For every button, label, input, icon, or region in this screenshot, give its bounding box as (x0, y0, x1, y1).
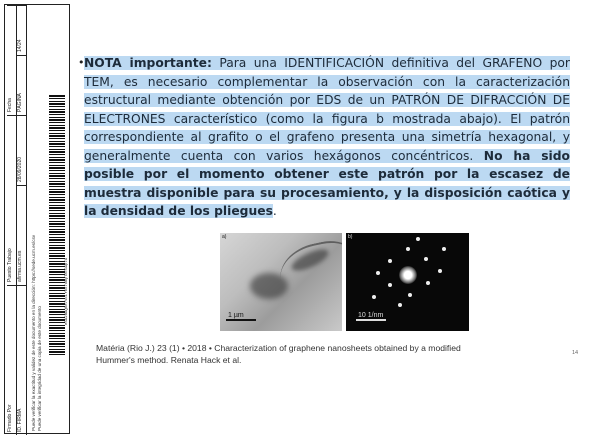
panel-b-label: b) (348, 234, 353, 240)
metadata-header-row (7, 5, 17, 435)
caption-line-2: Hummer's method. Renata Hack et al. (96, 355, 242, 365)
metadata-verification-text (31, 11, 43, 431)
diffraction-spot (398, 303, 402, 307)
diffraction-spot (406, 247, 410, 251)
caption-line-1: Matéria (Rio J.) 23 (1) • 2018 • Characterization of graphene nanosheets obtained by a modified (96, 343, 461, 353)
metadata-detail-1: Puede verificar la exactitud y validez de este documento en la dirección: https://sede.ucm.es/csv (31, 234, 36, 431)
panel-b-scale-label: 10 1/nm (358, 312, 384, 319)
diffraction-center-spot (399, 266, 417, 284)
slide-number: 14 (572, 350, 579, 356)
diffraction-spot (388, 259, 392, 263)
metadata-header-signed-by: Firmado Por (7, 285, 16, 435)
note-bold-tail: No ha sido posible por el momento obtener este patrón por la escasez de muestra disponible para su procesamiento, y la disposición caótica y la densidad de los pliegues (84, 148, 570, 218)
panel-a-scale-label: 1 µm (228, 312, 244, 319)
diffraction-spot (426, 281, 430, 285)
metadata-header-date: Fecha (7, 5, 16, 115)
diffraction-spot (388, 283, 392, 287)
note-body: Para una IDENTIFICACIÓN definitiva del GRAFENO por TEM, es necesario complementar la observación con la caracterización estructural mediante obtención por EDS de un PATRÓN DE DIFRACCIÓN DE ELECTRONES característico (como la figura b mostrada abajo). El patrón correspondiente al grafito o el grafeno presenta una simetría hexagonal, y generalmente cuenta con varios hexágonos concéntricos. (84, 56, 570, 163)
diffraction-spot (442, 247, 446, 251)
note-end: . (272, 204, 277, 218)
metadata-rotated-content (5, 5, 71, 435)
barcode-label: eSA2BAQ0e7VcLY6x7oWyT8TGGp7A (65, 257, 69, 325)
barcode (49, 95, 65, 355)
diffraction-spot (416, 237, 420, 241)
figure-caption (96, 342, 526, 366)
metadata-detail-2: Puede verificar la integridad de una copia de este documento (37, 306, 42, 431)
metadata-header-position: Puesto Trabajo (7, 115, 16, 285)
diffraction-pattern-panel (346, 233, 469, 331)
diffraction-spot (408, 293, 412, 297)
bullet: • (78, 56, 85, 69)
panel-b-scalebar (356, 319, 386, 321)
document-metadata-strip (4, 4, 70, 434)
note-paragraph (84, 54, 570, 221)
diffraction-spot (372, 295, 376, 299)
diffraction-spot (438, 269, 442, 273)
note-lead: NOTA importante: (84, 56, 212, 70)
metadata-signature-id: ID. FIRMA (17, 285, 26, 435)
metadata-page-value: 14/24 (17, 5, 26, 55)
diffraction-spot (376, 271, 380, 275)
metadata-value-row (17, 5, 27, 435)
diffraction-spot (424, 257, 428, 261)
metadata-domain: afirma.ucm.es (17, 185, 26, 285)
important-note (78, 54, 570, 221)
metadata-date: 28/09/2020 (17, 115, 26, 185)
tem-image-panel (220, 233, 342, 331)
tem-sheet-edge (275, 235, 342, 310)
panel-a-label: a) (222, 234, 227, 240)
panel-a-scalebar (226, 319, 256, 321)
metadata-page-label: PÁGINA (17, 55, 26, 115)
